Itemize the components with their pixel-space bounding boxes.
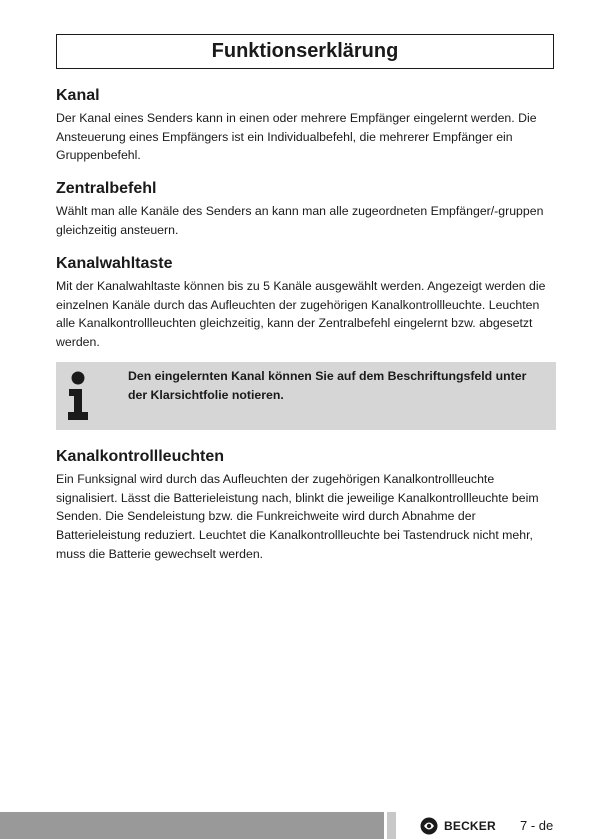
section-kanalkontrollleuchten — [56, 448, 556, 564]
title-box — [56, 34, 554, 69]
page-title: Funktionserklärung — [211, 40, 399, 62]
footer-separator — [387, 812, 396, 839]
section-heading: Kanalkontrollleuchten — [56, 448, 225, 465]
note-text: Den eingelernten Kanal können Sie auf dem Beschriftungsfeld unter der Klarsichtfolie notieren. — [128, 369, 527, 402]
page-number: 7 - de — [520, 818, 554, 833]
footer-bar — [0, 812, 384, 839]
section-text: Mit der Kanalwahltaste können bis zu 5 Kanäle ausgewählt werden. Angezeigt werden die einzelnen Kanäle durch das Aufleuchten der zugehörigen Kanalkontrollleuchte. Leuchten alle Kanalkontrollleuchten gleichzeitig, kann der Zentralbefehl eingelernt bzw. abgesetzt werden. — [56, 279, 546, 350]
section-heading: Zentralbefehl — [56, 180, 157, 197]
section-zentralbefehl — [56, 180, 556, 239]
section-heading: Kanal — [56, 87, 100, 104]
section-text: Der Kanal eines Senders kann in einen oder mehrere Empfänger eingelernt werden. Die Ansteuerung eines Empfängers ist ein Individualbefehl, die mehrerer Empfänger ein Gruppenbefehl. — [56, 111, 537, 163]
brand-name: BECKER — [444, 819, 496, 833]
info-icon — [66, 368, 90, 420]
brand-logo — [420, 817, 496, 835]
section-kanalwahltaste — [56, 255, 556, 352]
section-kanal — [56, 87, 556, 165]
section-text: Ein Funksignal wird durch das Aufleuchten der zugehörigen Kanalkontrollleuchte signalisiert. Lässt die Batterieleistung nach, blinkt die jeweilige Kanalkontrollleuchte beim Senden. Die Sendeleistung bzw. die Funkreichweite wird durch Abnahme der Batterieleistung reduziert. Leuchtet die Kanalkontrollleuchte bei Tastendruck nicht mehr, muss die Batterie gewechselt werden. — [56, 472, 539, 561]
info-note — [56, 362, 556, 430]
becker-logo-icon — [420, 817, 438, 835]
section-text: Wählt man alle Kanäle des Senders an kann man alle zugeordneten Empfänger/-gruppen gleichzeitig ansteuern. — [56, 204, 544, 237]
section-heading: Kanalwahltaste — [56, 255, 173, 272]
